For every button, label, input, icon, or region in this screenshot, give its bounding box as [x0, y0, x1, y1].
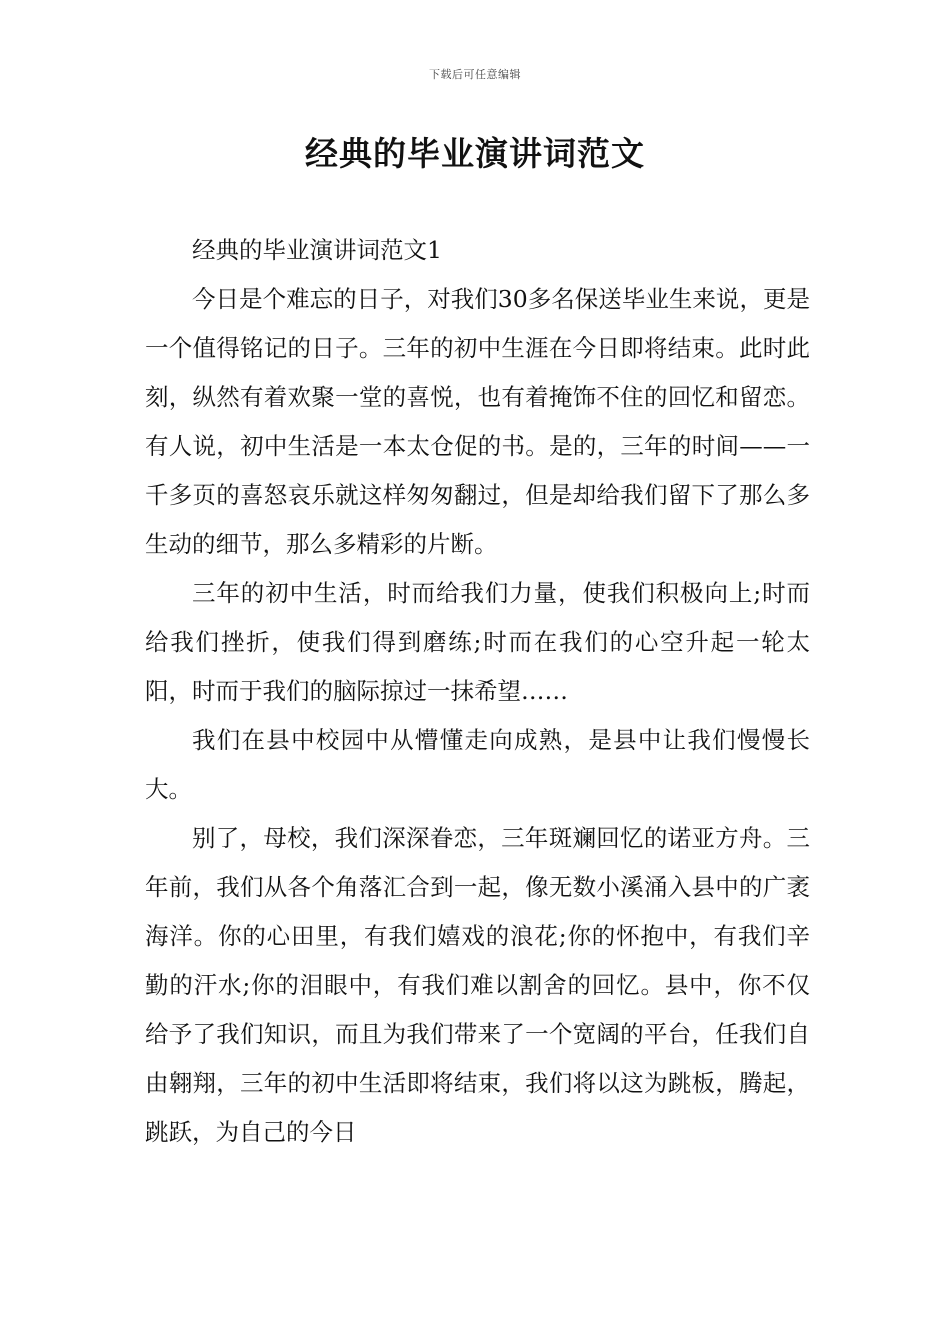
paragraph-subtitle: 经典的毕业演讲词范文1 [192, 236, 442, 264]
paragraph: 别了，母校，我们深深眷恋，三年斑斓回忆的诺亚方舟。三年前，我们从各个角落汇合到一起，像无数小溪涌入县中的广袤海洋。你的心田里，有我们嬉戏的浪花;你的怀抱中，有我们辛勤的汗水;你的泪眼中，有我们难以割舍的回忆。县中，你不仅给予了我们知识，而且为我们带来了一个宽阔的平台，任我们自由翱翔，三年的初中生活即将结束，我们将以这为跳板，腾起，跳跃，为自己的今日 [145, 824, 810, 1146]
header-note: 下载后可任意编辑 [429, 68, 521, 81]
document-body [145, 226, 810, 1157]
document-title: 经典的毕业演讲词范文 [305, 134, 645, 173]
paragraph: 今日是个难忘的日子，对我们30多名保送毕业生来说，更是一个值得铭记的日子。三年的初中生涯在今日即将结束。此时此刻，纵然有着欢聚一堂的喜悦，也有着掩饰不住的回忆和留恋。有人说，初中生活是一本太仓促的书。是的，三年的时间——一千多页的喜怒哀乐就这样匆匆翻过，但是却给我们留下了那么多生动的细节，那么多精彩的片断。 [145, 285, 810, 558]
paragraph: 三年的初中生活，时而给我们力量，使我们积极向上;时而给我们挫折，使我们得到磨练;时而在我们的心空升起一轮太阳，时而于我们的脑际掠过一抹希望…… [145, 579, 810, 705]
paragraph: 我们在县中校园中从懵懂走向成熟，是县中让我们慢慢长大。 [145, 726, 810, 803]
